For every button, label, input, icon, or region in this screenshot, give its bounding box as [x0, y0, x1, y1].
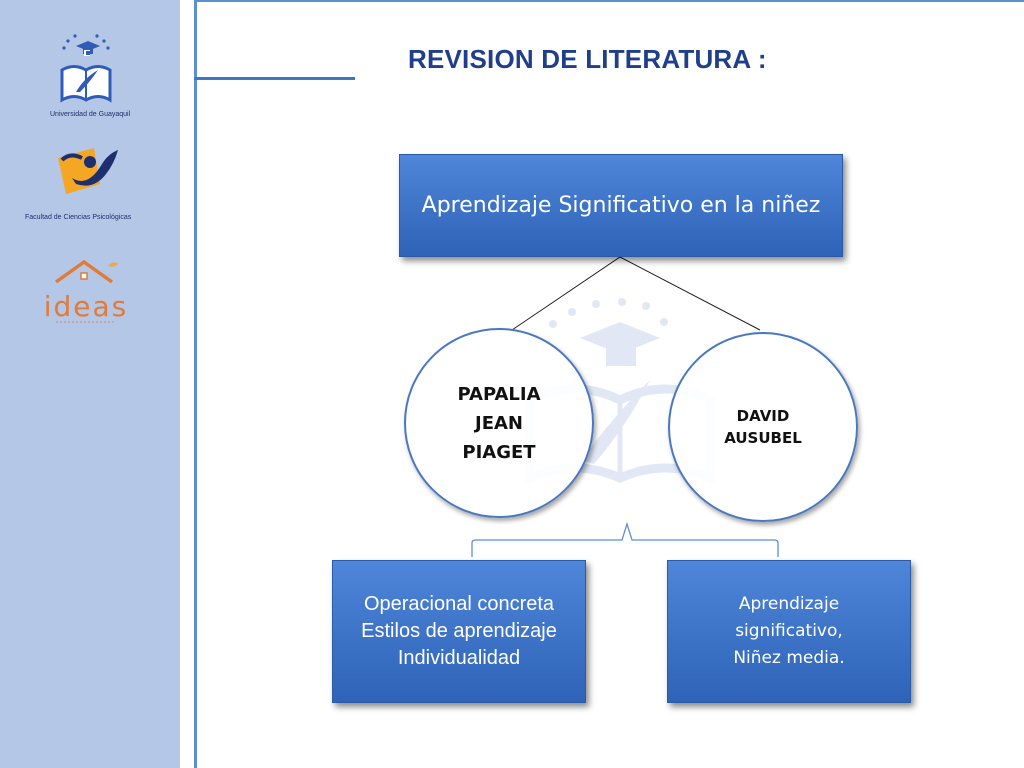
topic-line: Niñez media.: [733, 648, 845, 668]
topic-box-piaget: [332, 560, 586, 703]
topic-line: Operacional concreta: [363, 593, 555, 615]
author-line: AUSUBEL: [724, 429, 802, 447]
author-circle-papalia-piaget: [404, 328, 594, 518]
author-line: JEAN: [475, 412, 523, 434]
faculty-caption: Facultad de Ciencias Psicológicas: [25, 214, 132, 221]
author-circle-ausubel: [668, 332, 858, 522]
topic-box-ausubel: [667, 560, 911, 703]
root-concept-box: Aprendizaje Significativo en la niñez: [399, 154, 843, 257]
author-line: DAVID: [736, 407, 790, 425]
university-caption: Universidad de Guayaquil: [50, 111, 131, 118]
svg-text:ideas: ideas: [43, 290, 129, 323]
page-title: REVISION DE LITERATURA :: [408, 44, 767, 74]
topic-line: Individualidad: [397, 647, 521, 669]
author-line: PAPALIA: [457, 383, 541, 405]
topic-line: Estilos de aprendizaje: [361, 620, 557, 642]
topic-line: significativo,: [735, 621, 843, 641]
topic-line: Aprendizaje: [738, 594, 840, 614]
author-line: PIAGET: [462, 441, 536, 463]
